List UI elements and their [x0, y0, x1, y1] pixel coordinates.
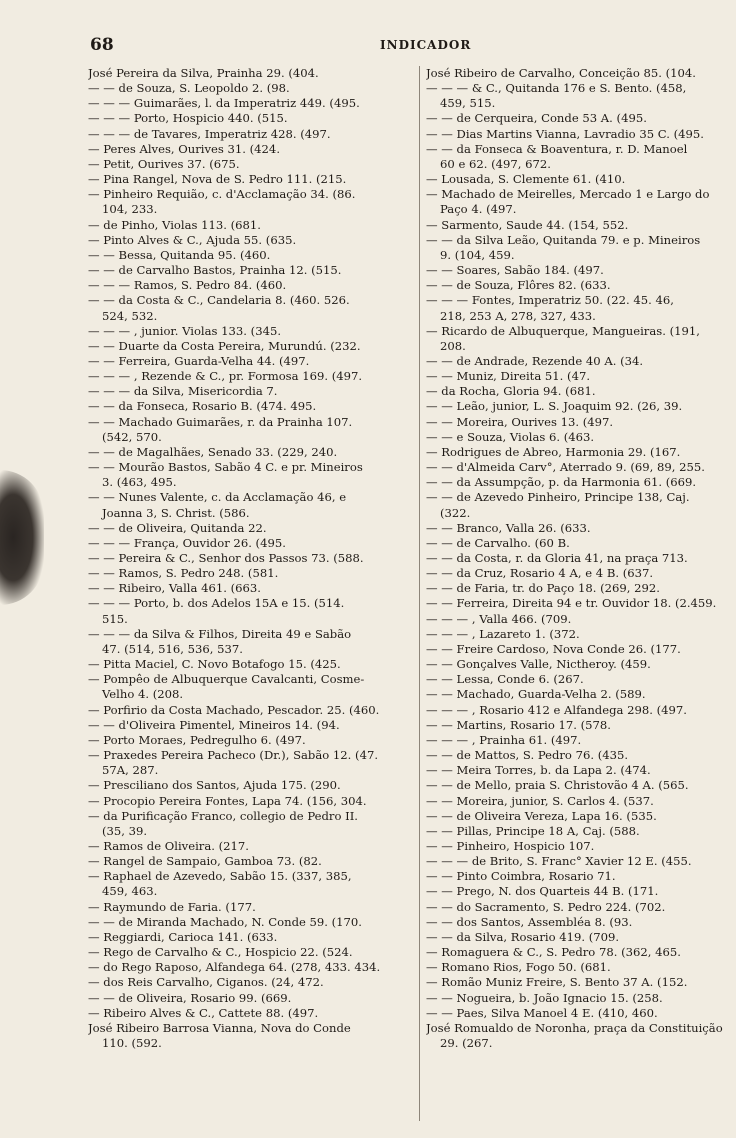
directory-entry — [426, 612, 732, 627]
entry-text: — — de Cerqueira, Conde 53 A. (495. — [426, 111, 647, 126]
entry-text: — — de Mello, praia S. Christovão 4 A. (565. — [426, 778, 689, 793]
directory-entry — [426, 278, 732, 293]
directory-entry — [88, 339, 418, 354]
entry-text: — — Pinheiro, Hospicio 107. — [426, 838, 595, 853]
directory-entry — [426, 930, 732, 945]
entry-text: — Raymundo de Faria. (177. — [88, 899, 256, 914]
entry-continuation: (542, 570. — [102, 429, 162, 444]
directory-entry — [88, 233, 418, 248]
entry-text: — — — & C., Quitanda 176 e S. Bento. (458, — [426, 81, 687, 96]
directory-entry — [426, 551, 732, 566]
directory-entry — [426, 142, 732, 172]
entry-continuation: 110. (592. — [102, 1036, 162, 1050]
entry-continuation: 47. (514, 516, 536, 537. — [102, 641, 243, 656]
directory-entry — [426, 369, 732, 384]
directory-entry — [426, 945, 732, 960]
entry-text: — Ribeiro Alves & C., Cattete 88. (497. — [88, 1005, 319, 1020]
directory-entry — [88, 945, 418, 960]
directory-entry — [426, 581, 732, 596]
entry-text: — — de Magalhães, Senado 33. (229, 240. — [88, 444, 338, 459]
entry-text: — — Martins, Rosario 17. (578. — [426, 717, 611, 732]
entry-text: — — Ribeiro, Valla 461. (663. — [88, 581, 261, 596]
directory-entry — [426, 354, 732, 369]
directory-entry — [88, 187, 418, 217]
entry-text: — Peres Alves, Ourives 31. (424. — [88, 141, 280, 156]
entry-text: — — Soares, Sabão 184. (497. — [426, 263, 604, 278]
entry-text: — — da Assumpção, p. da Harmonia 61. (669. — [426, 475, 697, 490]
entry-continuation: 104, 233. — [102, 202, 158, 217]
directory-entry — [426, 1021, 732, 1051]
entry-text: — — Pillas, Principe 18 A, Caj. (588. — [426, 823, 640, 838]
entry-text: — Lousada, S. Clemente 61. (410. — [426, 172, 626, 187]
directory-entry — [88, 263, 418, 278]
entry-text: — — — Porto, Hospicio 440. (515. — [88, 111, 288, 126]
entry-text: — Rangel de Sampaio, Gamboa 73. (82. — [88, 854, 322, 869]
directory-entry — [426, 293, 732, 323]
entry-text: — — Lessa, Conde 6. (267. — [426, 672, 584, 687]
entry-continuation: 3. (463, 495. — [102, 475, 177, 490]
directory-entry — [426, 900, 732, 915]
directory-entry — [88, 991, 418, 1006]
column-rule — [419, 66, 420, 1121]
entry-text: — Pina Rangel, Nova de S. Pedro 111. (215. — [88, 172, 347, 187]
directory-entry — [426, 915, 732, 930]
directory-entry — [88, 915, 418, 930]
directory-entry — [426, 627, 732, 642]
directory-entry — [88, 172, 418, 187]
directory-entry — [88, 293, 418, 323]
directory-entry — [88, 460, 418, 490]
entry-text: — — Paes, Silva Manoel 4 E. (410, 460. — [426, 1005, 658, 1020]
entry-text: — — de Andrade, Rezende 40 A. (34. — [426, 353, 644, 368]
entry-continuation: 29. (267. — [440, 1036, 493, 1050]
left-column — [88, 66, 418, 1051]
entry-text: — Praxedes Pereira Pacheco (Dr.), Sabão 12. (47. — [88, 748, 379, 763]
entry-text: — — — , Rezende & C., pr. Formosa 169. (497. — [88, 369, 363, 384]
entry-text: — Pitta Maciel, C. Novo Botafogo 15. (425. — [88, 657, 341, 672]
entry-text: — Sarmento, Saude 44. (154, 552. — [426, 217, 629, 232]
directory-entry — [426, 884, 732, 899]
directory-entry — [426, 172, 732, 187]
entry-text: — — Moreira, junior, S. Carlos 4. (537. — [426, 793, 654, 808]
entry-text: — — dos Santos, Assembléa 8. (93. — [426, 914, 633, 929]
directory-entry — [426, 490, 732, 520]
page-number: 68 — [90, 35, 114, 55]
directory-entry — [426, 233, 732, 263]
directory-entry — [426, 748, 732, 763]
directory-entry — [88, 581, 418, 596]
entry-text: — — Machado Guimarães, r. da Prainha 107. — [88, 414, 353, 429]
entry-continuation: 57A, 287. — [102, 763, 159, 778]
entry-text: — Raphael de Azevedo, Sabão 15. (337, 385, — [88, 869, 352, 884]
entry-text: — — da Fonseca, Rosario B. (474. 495. — [88, 399, 317, 414]
directory-entry — [426, 991, 732, 1006]
entry-text: — — do Sacramento, S. Pedro 224. (702. — [426, 899, 666, 914]
directory-entry — [88, 975, 418, 990]
binding-stamp — [0, 470, 44, 605]
entry-text: — Procopio Pereira Fontes, Lapa 74. (156, 304. — [88, 793, 367, 808]
directory-entry — [88, 157, 418, 172]
directory-entry — [88, 854, 418, 869]
entry-text: — — Pinto Coimbra, Rosario 71. — [426, 869, 616, 884]
entry-text: — — — Guimarães, l. da Imperatriz 449. (495. — [88, 96, 360, 111]
entry-text: José Romualdo de Noronha, praça da Constituição — [426, 1020, 723, 1035]
directory-entry — [88, 551, 418, 566]
entry-text: — — da Silva, Rosario 419. (709. — [426, 929, 620, 944]
directory-entry — [426, 187, 732, 217]
entry-text: — — Ferreira, Direita 94 e tr. Ouvidor 18. (2.459. — [426, 596, 717, 611]
directory-entry — [426, 809, 732, 824]
directory-entry — [426, 384, 732, 399]
entry-continuation: 9. (104, 459. — [440, 247, 515, 262]
directory-entry — [88, 490, 418, 520]
entry-continuation: (322. — [440, 505, 471, 520]
entry-text: — — — Fontes, Imperatriz 50. (22. 45. 46, — [426, 293, 674, 308]
entry-text: — Romaguera & C., S. Pedro 78. (362, 465. — [426, 945, 681, 960]
directory-entry — [426, 778, 732, 793]
entry-text: — — de Miranda Machado, N. Conde 59. (170. — [88, 914, 362, 929]
entry-continuation: (35, 39. — [102, 823, 148, 838]
entry-text: — — — , junior. Violas 133. (345. — [88, 323, 282, 338]
directory-entry — [88, 96, 418, 111]
directory-entry — [88, 521, 418, 536]
entry-text: — — de Faria, tr. do Paço 18. (269, 292. — [426, 581, 660, 596]
directory-entry — [88, 111, 418, 126]
directory-entry — [426, 445, 732, 460]
entry-text: — da Rocha, Gloria 94. (681. — [426, 384, 596, 399]
directory-entry — [88, 960, 418, 975]
entry-text: — Ricardo de Albuquerque, Mangueiras. (191, — [426, 323, 700, 338]
entry-text: — — Branco, Valla 26. (633. — [426, 520, 591, 535]
entry-text: — — Bessa, Quitanda 95. (460. — [88, 247, 271, 262]
entry-text: — Romano Rios, Fogo 50. (681. — [426, 960, 611, 975]
directory-entry — [88, 930, 418, 945]
directory-entry — [88, 869, 418, 899]
directory-entry — [426, 672, 732, 687]
entry-text: — Pinheiro Requião, c. d'Acclamação 34. (86. — [88, 187, 356, 202]
directory-entry — [88, 900, 418, 915]
directory-entry — [426, 703, 732, 718]
directory-entry — [426, 415, 732, 430]
directory-entry — [88, 399, 418, 414]
entry-text: José Ribeiro de Carvalho, Conceição 85. (104. — [426, 66, 696, 80]
directory-entry — [426, 642, 732, 657]
directory-entry — [426, 824, 732, 839]
directory-entry — [426, 521, 732, 536]
directory-entry — [88, 566, 418, 581]
directory-entry — [426, 324, 732, 354]
entry-text: — — — de Tavares, Imperatriz 428. (497. — [88, 126, 331, 141]
entry-text: — Ramos de Oliveira. (217. — [88, 838, 249, 853]
directory-entry — [88, 218, 418, 233]
entry-text: — — de Mattos, S. Pedro 76. (435. — [426, 748, 629, 763]
entry-text: — — de Souza, S. Leopoldo 2. (98. — [88, 81, 290, 96]
right-column — [426, 66, 732, 1051]
entry-continuation: 208. — [440, 338, 466, 353]
directory-entry — [426, 718, 732, 733]
entry-text: — — Leão, junior, L. S. Joaquim 92. (26, 39. — [426, 399, 683, 414]
entry-text: — Romão Muniz Freire, S. Bento 37 A. (152. — [426, 975, 688, 990]
directory-entry — [426, 763, 732, 778]
entry-text: — — — Ramos, S. Pedro 84. (460. — [88, 278, 287, 293]
directory-entry — [426, 733, 732, 748]
entry-text: — — da Fonseca & Boaventura, r. D. Manoel — [426, 141, 688, 156]
entry-text: — — Mourão Bastos, Sabão 4 C. e pr. Mineiros — [88, 460, 363, 475]
directory-entry — [88, 248, 418, 263]
entry-text: — — e Souza, Violas 6. (463. — [426, 429, 595, 444]
running-head: INDICADOR — [380, 38, 472, 52]
directory-entry — [426, 566, 732, 581]
directory-entry — [426, 127, 732, 142]
entry-text: — — Muniz, Direita 51. (47. — [426, 369, 591, 384]
entry-text: — — — Porto, b. dos Adelos 15A e 15. (514. — [88, 596, 345, 611]
entry-text: — — da Cruz, Rosario 4 A, e 4 B. (637. — [426, 566, 654, 581]
directory-entry — [88, 596, 418, 626]
directory-entry — [88, 672, 418, 702]
entry-text: — Reggiardi, Carioca 141. (633. — [88, 929, 278, 944]
directory-entry — [426, 1006, 732, 1021]
entry-text: — — da Costa, r. da Gloria 41, na praça 713. — [426, 551, 688, 565]
entry-continuation: Velho 4. (208. — [102, 687, 184, 702]
entry-text: — — Machado, Guarda-Velha 2. (589. — [426, 687, 646, 702]
entry-text: — — Nogueira, b. João Ignacio 15. (258. — [426, 990, 663, 1005]
entry-text: — — Ramos, S. Pedro 248. (581. — [88, 566, 279, 581]
entry-text: — Petit, Ourives 37. (675. — [88, 156, 240, 171]
entry-text: — — da Silva Leão, Quitanda 79. e p. Mineiros — [426, 232, 701, 247]
directory-entry — [88, 778, 418, 793]
entry-text: José Pereira da Silva, Prainha 29. (404. — [88, 66, 319, 80]
entry-text: — — — França, Ouvidor 26. (495. — [88, 535, 286, 550]
entry-text: — — Prego, N. dos Quarteis 44 B. (171. — [426, 884, 659, 899]
directory-entry — [426, 687, 732, 702]
directory-entry — [426, 399, 732, 414]
entry-continuation: 459, 463. — [102, 884, 158, 899]
entry-continuation: Paço 4. (497. — [440, 202, 517, 217]
entry-continuation: 515. — [102, 611, 128, 626]
directory-entry — [88, 733, 418, 748]
entry-text: — — Gonçalves Valle, Nictheroy. (459. — [426, 657, 651, 672]
directory-entry — [88, 142, 418, 157]
directory-entry — [88, 839, 418, 854]
entry-text: — Pompêo de Albuquerque Cavalcanti, Cosme- — [88, 672, 365, 687]
entry-text: — — — da Silva, Misericordia 7. — [88, 384, 278, 399]
directory-entry — [88, 81, 418, 96]
directory-entry — [88, 354, 418, 369]
directory-entry — [426, 975, 732, 990]
directory-entry — [88, 794, 418, 809]
entry-text: — dos Reis Carvalho, Ciganos. (24, 472. — [88, 975, 324, 990]
entry-text: — — — de Brito, S. Franc° Xavier 12 E. (455. — [426, 854, 692, 869]
directory-entry — [426, 430, 732, 445]
entry-text: — — Meira Torres, b. da Lapa 2. (474. — [426, 763, 651, 778]
entry-text: — — Nunes Valente, c. da Acclamação 46, e — [88, 490, 347, 505]
entry-text: — de Pinho, Violas 113. (681. — [88, 217, 261, 232]
directory-entry — [88, 66, 418, 81]
directory-entry — [88, 127, 418, 142]
entry-text: — — — , Rosario 412 e Alfandega 298. (497. — [426, 702, 687, 717]
entry-text: — — da Costa & C., Candelaria 8. (460. 526. — [88, 293, 350, 308]
entry-text: — — Freire Cardoso, Nova Conde 26. (177. — [426, 641, 681, 656]
entry-text: — — Pereira & C., Senhor dos Passos 73. (588. — [88, 551, 364, 565]
directory-entry — [426, 66, 732, 81]
directory-entry — [426, 657, 732, 672]
directory-entry — [426, 596, 732, 611]
entry-continuation: Joanna 3, S. Christ. (586. — [102, 505, 250, 520]
entry-continuation: 218, 253 A, 278, 327, 433. — [440, 308, 596, 323]
directory-entry — [88, 657, 418, 672]
entry-text: — — — , Lazareto 1. (372. — [426, 626, 580, 641]
entry-text: — — — , Prainha 61. (497. — [426, 732, 582, 747]
entry-text: — da Purificação Franco, collegio de Pedro II. — [88, 808, 358, 823]
directory-entry — [88, 809, 418, 839]
directory-entry — [88, 703, 418, 718]
entry-text: — — Moreira, Ourives 13. (497. — [426, 414, 614, 429]
directory-entry — [88, 369, 418, 384]
entry-text: — — — da Silva & Filhos, Direita 49 e Sabão — [88, 626, 352, 641]
directory-entry — [426, 475, 732, 490]
entry-text: — Machado de Meirelles, Mercado 1 e Largo do — [426, 187, 710, 202]
entry-text: — do Rego Raposo, Alfandega 64. (278, 433. 434. — [88, 960, 381, 975]
directory-entry — [88, 627, 418, 657]
entry-text: — — de Oliveira, Quitanda 22. — [88, 520, 267, 535]
entry-text: — — d'Almeida Carv°, Aterrado 9. (69, 89, 255. — [426, 460, 705, 475]
directory-entry — [426, 263, 732, 278]
directory-entry — [426, 536, 732, 551]
directory-entry — [426, 460, 732, 475]
directory-entry — [88, 536, 418, 551]
entry-continuation: 60 e 62. (497, 672. — [440, 156, 551, 171]
directory-entry — [88, 718, 418, 733]
entry-text: — Porto Moraes, Pedregulho 6. (497. — [88, 732, 306, 747]
entry-text: — — Ferreira, Guarda-Velha 44. (497. — [88, 353, 310, 368]
entry-text: — Pinto Alves & C., Ajuda 55. (635. — [88, 232, 297, 247]
entry-text: — — de Carvalho. (60 B. — [426, 535, 570, 550]
directory-entry — [426, 218, 732, 233]
entry-text: — — — , Valla 466. (709. — [426, 611, 572, 626]
directory-entry — [88, 324, 418, 339]
directory-entry — [426, 81, 732, 111]
entry-text: — Rodrigues de Abreo, Harmonia 29. (167. — [426, 444, 681, 459]
directory-entry — [426, 839, 732, 854]
directory-entry — [426, 111, 732, 126]
directory-entry — [88, 1006, 418, 1021]
entry-text: — — de Souza, Flôres 82. (633. — [426, 278, 611, 293]
directory-entry — [88, 278, 418, 293]
directory-entry — [426, 960, 732, 975]
directory-entry — [88, 445, 418, 460]
entry-text: — Porfirio da Costa Machado, Pescador. 25. (460. — [88, 702, 380, 717]
directory-entry — [426, 854, 732, 869]
entry-continuation: 459, 515. — [440, 96, 496, 111]
entry-text: — — de Oliveira, Rosario 99. (669. — [88, 990, 292, 1005]
entry-text: — — Dias Martins Vianna, Lavradio 35 C. (495. — [426, 126, 704, 141]
entry-text: — Presciliano dos Santos, Ajuda 175. (290. — [88, 778, 341, 793]
entry-text: — — Duarte da Costa Pereira, Murundú. (232. — [88, 338, 361, 353]
entry-text: — Rego de Carvalho & C., Hospicio 22. (524. — [88, 945, 353, 960]
directory-entry — [88, 384, 418, 399]
entry-text: — — de Carvalho Bastos, Prainha 12. (515. — [88, 263, 342, 278]
entry-text: — — de Azevedo Pinheiro, Principe 138, Caj. — [426, 490, 690, 505]
entry-text: — — d'Oliveira Pimentel, Mineiros 14. (94. — [88, 717, 340, 732]
directory-entry — [426, 869, 732, 884]
directory-entry — [426, 794, 732, 809]
entry-continuation: 524, 532. — [102, 308, 158, 323]
directory-entry — [88, 415, 418, 445]
entry-text: — — de Oliveira Vereza, Lapa 16. (535. — [426, 808, 657, 823]
directory-entry — [88, 748, 418, 778]
directory-entry — [88, 1021, 418, 1051]
entry-text: José Ribeiro Barrosa Vianna, Nova do Conde — [88, 1020, 351, 1035]
